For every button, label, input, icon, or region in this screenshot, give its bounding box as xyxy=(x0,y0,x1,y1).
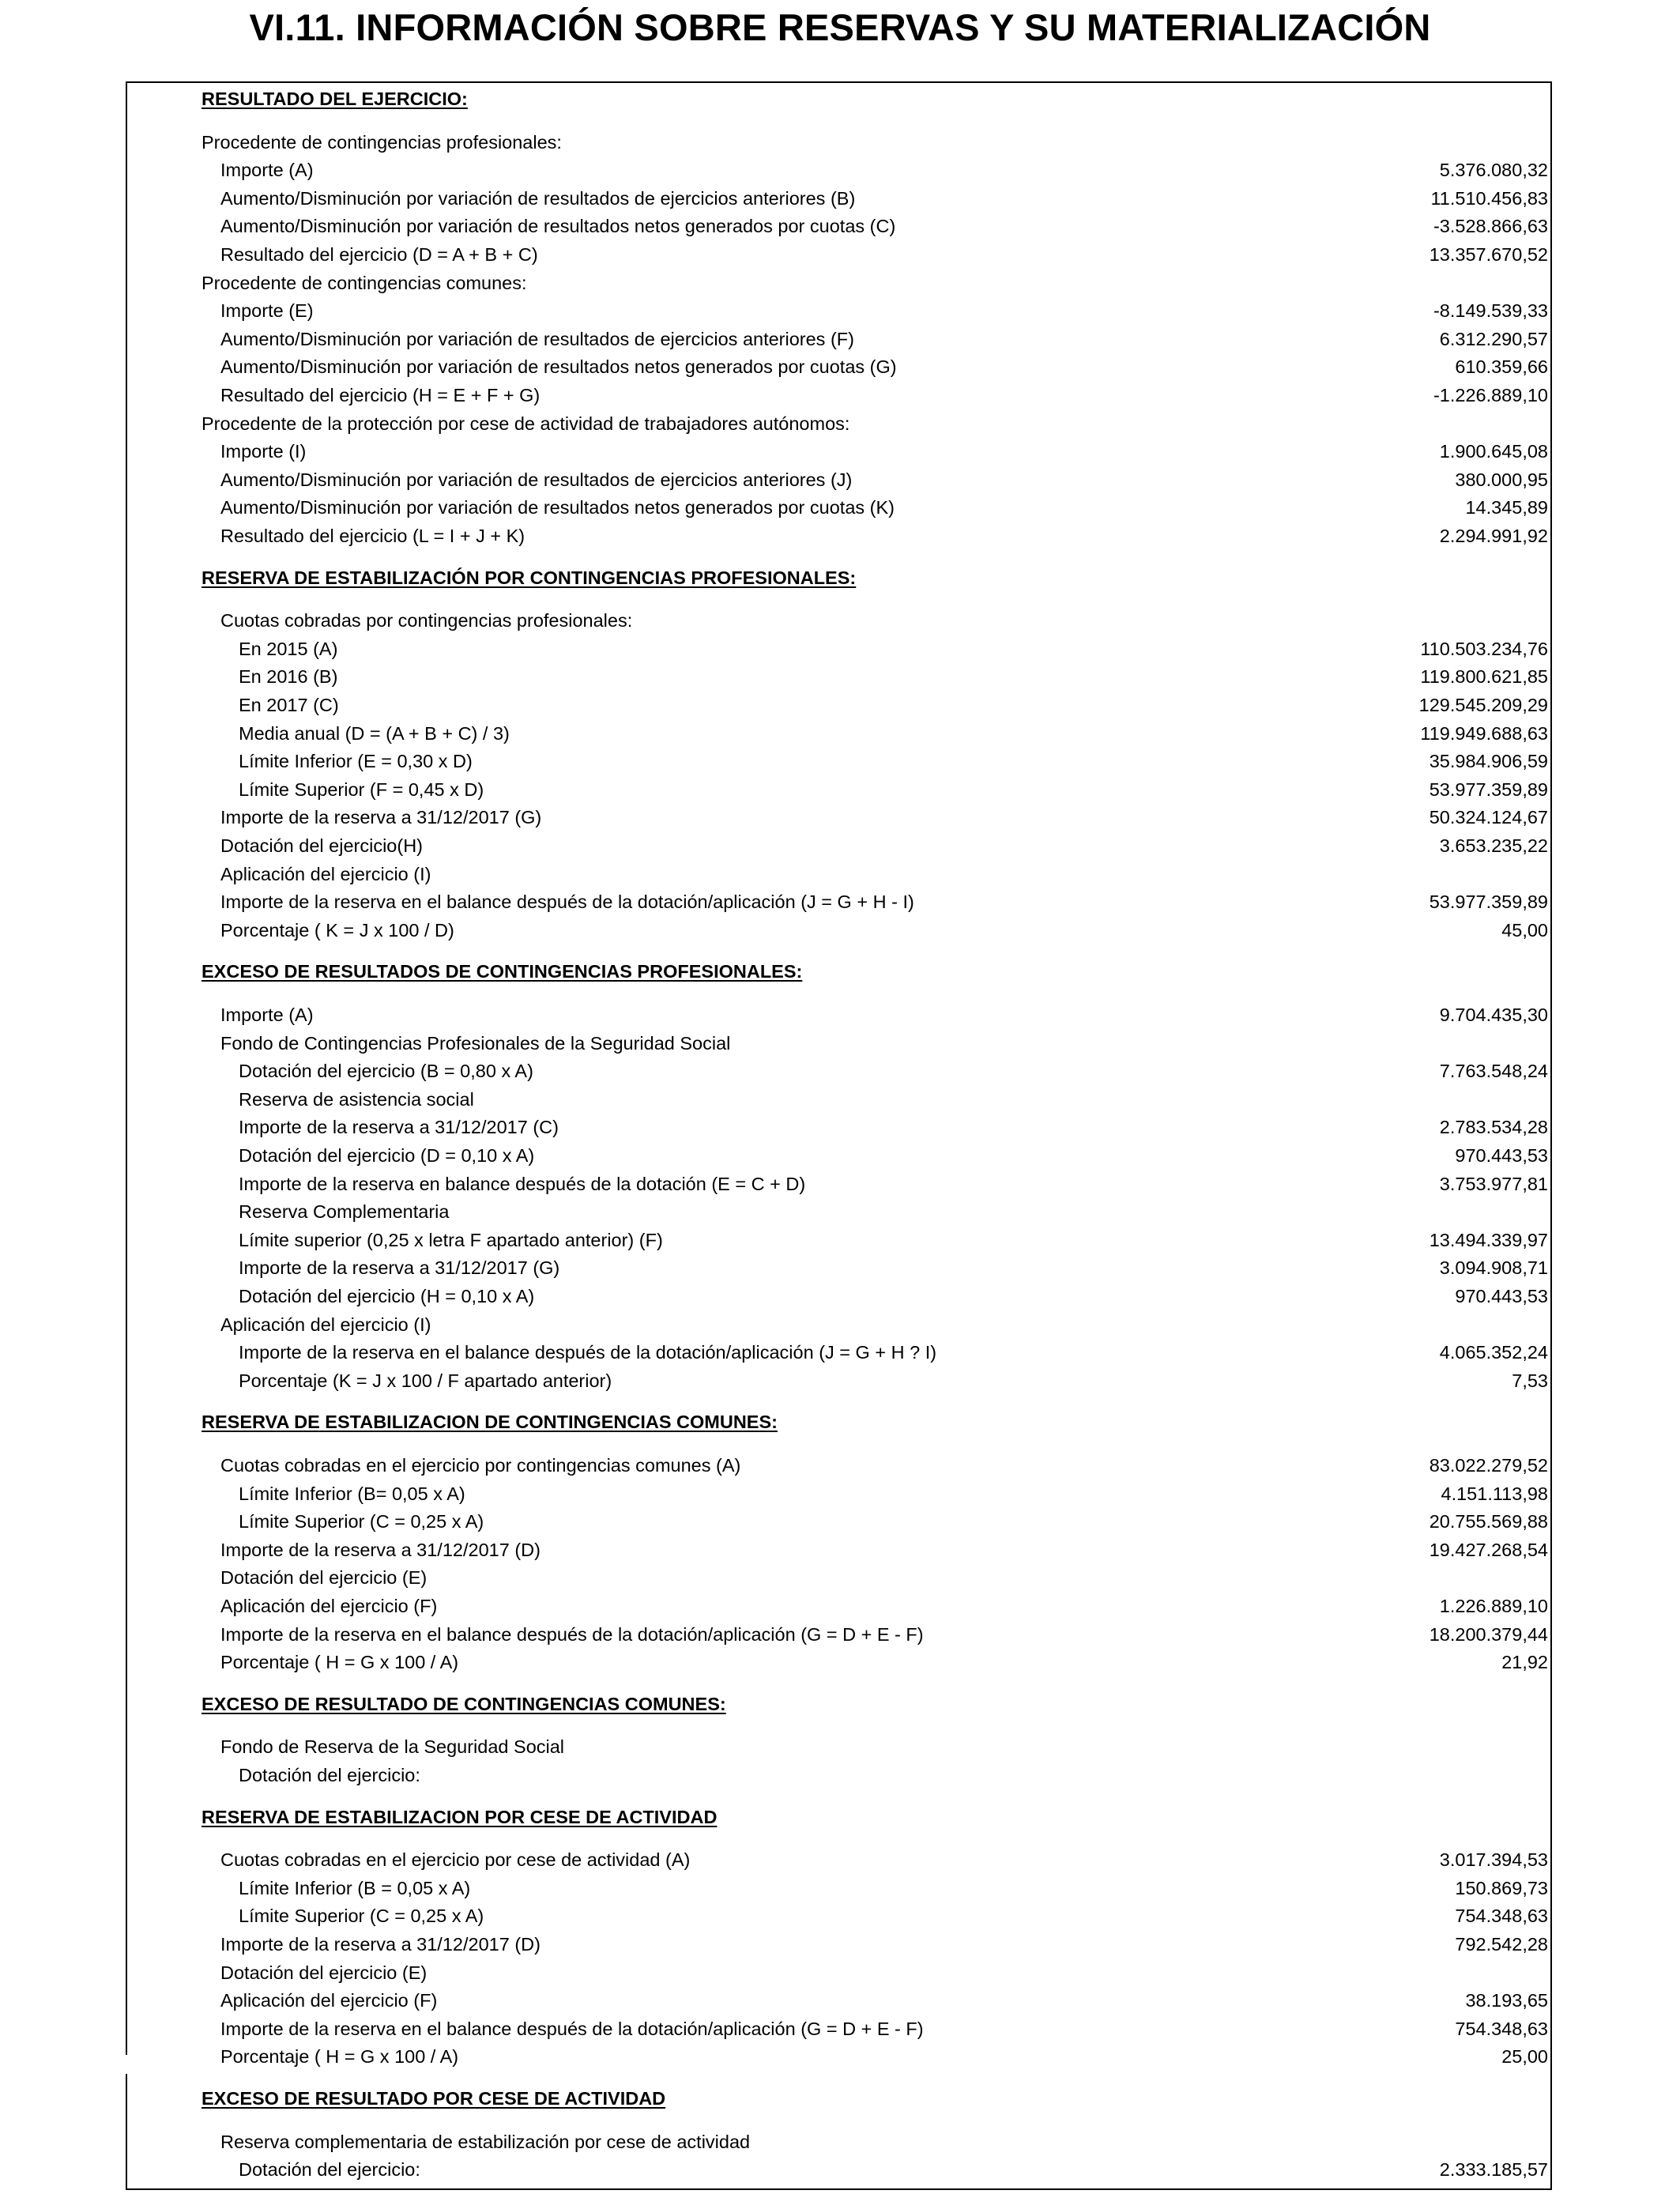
row-value: 7,53 xyxy=(1512,1370,1548,1391)
row-label: Importe de la reserva en el balance después de la dotación/aplicación (J = G + H - I) xyxy=(220,892,914,913)
row-value: 7.763.548,24 xyxy=(1439,1061,1548,1082)
report-row xyxy=(0,776,1680,805)
report-row xyxy=(0,129,1680,157)
report-row xyxy=(0,748,1680,776)
row-value: 119.949.688,63 xyxy=(1420,722,1548,744)
row-value: 9.704.435,30 xyxy=(1439,1005,1548,1025)
report-row xyxy=(0,382,1680,410)
row-label: Límite Inferior (E = 0,30 x D) xyxy=(239,751,473,772)
report-row xyxy=(0,720,1680,748)
report-row xyxy=(0,832,1680,861)
section-header xyxy=(0,958,1680,986)
section-header xyxy=(0,564,1680,593)
row-value: 4.065.352,24 xyxy=(1439,1342,1548,1363)
row-label: Cuotas cobradas por contingencias profesionales: xyxy=(220,610,633,631)
row-value: 53.977.359,89 xyxy=(1429,778,1548,800)
row-label: Procedente de contingencias profesionales: xyxy=(202,131,562,153)
row-label: Aplicación del ejercicio (I) xyxy=(220,863,431,884)
row-label: Fondo de Reserva de la Seguridad Social xyxy=(220,1736,565,1758)
row-label: Importe de la reserva en el balance después de la dotación/aplicación (G = D + E - F) xyxy=(220,1623,924,1645)
report-row xyxy=(0,494,1680,522)
report-row xyxy=(0,1593,1680,1621)
report-row xyxy=(0,1649,1680,1677)
row-label: Resultado del ejercicio (H = E + F + G) xyxy=(220,385,541,405)
row-value: 754.348,63 xyxy=(1455,1906,1548,1927)
row-value: 970.443,53 xyxy=(1455,1145,1548,1166)
section-header xyxy=(0,85,1680,114)
report-row xyxy=(0,1931,1680,1959)
report-row xyxy=(0,438,1680,466)
row-label: En 2017 (C) xyxy=(239,695,339,715)
row-value: 2.333.185,57 xyxy=(1439,2159,1548,2181)
report-row xyxy=(0,1987,1680,2015)
section-title: RESERVA DE ESTABILIZACIÓN POR CONTINGENCIAS PROFESIONALES: xyxy=(202,567,857,588)
row-label: Importe de la reserva en el balance después de la dotación/aplicación (G = D + E - F) xyxy=(220,2018,924,2039)
report-row xyxy=(0,522,1680,551)
report-row xyxy=(0,2156,1680,2185)
row-value: 970.443,53 xyxy=(1455,1286,1548,1306)
section-title: EXCESO DE RESULTADOS DE CONTINGENCIAS PROFESIONALES: xyxy=(202,961,803,982)
row-label: Importe de la reserva en balance después de la dotación (E = C + D) xyxy=(239,1173,806,1194)
row-label: Importe de la reserva a 31/12/2017 (G) xyxy=(220,807,542,828)
row-value: 13.357.670,52 xyxy=(1429,244,1548,265)
row-label: Aplicación del ejercicio (F) xyxy=(220,1990,438,2011)
row-label: Importe (I) xyxy=(220,441,307,462)
report-row xyxy=(0,607,1680,635)
row-label: Importe de la reserva a 31/12/2017 (D) xyxy=(220,1934,541,1955)
section-header xyxy=(0,1691,1680,1719)
report-row xyxy=(0,663,1680,692)
row-label: Importe (A) xyxy=(220,160,314,181)
row-label: Porcentaje ( K = J x 100 / D) xyxy=(220,919,454,941)
report-row xyxy=(0,326,1680,354)
row-value: 11.510.456,83 xyxy=(1430,187,1548,209)
report-row xyxy=(0,1057,1680,1086)
row-label: Procedente de contingencias comunes: xyxy=(202,272,527,293)
row-label: Cuotas cobradas en el ejercicio por contingencias comunes (A) xyxy=(220,1455,741,1476)
section-header xyxy=(0,1804,1680,1832)
row-label: Resultado del ejercicio (D = A + B + C) xyxy=(220,244,538,265)
row-value: 792.542,28 xyxy=(1455,1934,1548,1955)
report-row xyxy=(0,353,1680,382)
row-label: Reserva complementaria de estabilización por cese de actividad xyxy=(220,2131,751,2152)
section-header xyxy=(0,2085,1680,2113)
row-label: Fondo de Contingencias Profesionales de la Seguridad Social xyxy=(220,1032,731,1054)
row-value: 5.376.080,32 xyxy=(1439,160,1548,181)
report-row xyxy=(0,1227,1680,1255)
row-value: 25,00 xyxy=(1501,2046,1548,2068)
report-row xyxy=(0,1171,1680,1199)
row-label: Aumento/Disminución por variación de resultados netos generados por cuotas (C) xyxy=(220,216,896,237)
report-row xyxy=(0,1142,1680,1171)
row-label: Aumento/Disminución por variación de resultados netos generados por cuotas (K) xyxy=(220,497,895,518)
row-value: 119.800.621,85 xyxy=(1420,666,1548,688)
row-label: Aumento/Disminución por variación de resultados de ejercicios anteriores (F) xyxy=(220,328,854,349)
row-label: Aumento/Disminución por variación de resultados netos generados por cuotas (G) xyxy=(220,356,897,378)
row-label: Resultado del ejercicio (L = I + J + K) xyxy=(220,526,525,546)
row-value: 2.294.991,92 xyxy=(1439,526,1548,546)
row-label: Importe de la reserva a 31/12/2017 (C) xyxy=(239,1117,559,1138)
report-row xyxy=(0,466,1680,495)
row-label: Aumento/Disminución por variación de resultados de ejercicios anteriores (B) xyxy=(220,187,856,209)
report-row xyxy=(0,1254,1680,1283)
row-label: Límite superior (0,25 x letra F apartado anterior) (F) xyxy=(239,1229,663,1250)
report-row xyxy=(0,1114,1680,1142)
row-label: Porcentaje ( H = G x 100 / A) xyxy=(220,1652,459,1673)
row-value: 129.545.209,29 xyxy=(1418,695,1548,715)
section-title: RESULTADO DEL EJERCICIO: xyxy=(202,89,468,109)
row-value: 3.017.394,53 xyxy=(1439,1849,1548,1871)
report-row xyxy=(0,1283,1680,1311)
row-value: 38.193,65 xyxy=(1465,1990,1548,2011)
page-title: VI.11. INFORMACIÓN SOBRE RESERVAS Y SU MATERIALIZACIÓN xyxy=(249,6,1431,48)
report-row xyxy=(0,1508,1680,1536)
report-row xyxy=(0,1733,1680,1762)
row-label: Dotación del ejercicio (B = 0,80 x A) xyxy=(239,1061,533,1082)
report-row xyxy=(0,1480,1680,1509)
report-row xyxy=(0,1030,1680,1058)
row-label: Importe (A) xyxy=(220,1005,314,1025)
row-value: 1.900.645,08 xyxy=(1439,441,1548,462)
report-row xyxy=(0,1452,1680,1480)
report-row xyxy=(0,861,1680,889)
report-row xyxy=(0,1086,1680,1114)
report-row xyxy=(0,410,1680,439)
row-label: Límite Superior (C = 0,25 x A) xyxy=(239,1511,484,1532)
row-value: 3.094.908,71 xyxy=(1439,1257,1548,1279)
row-value: 50.324.124,67 xyxy=(1429,807,1548,828)
row-value: 2.783.534,28 xyxy=(1439,1117,1548,1138)
row-label: Límite Inferior (B = 0,05 x A) xyxy=(239,1877,471,1898)
report-row xyxy=(0,1902,1680,1931)
row-label: Importe (E) xyxy=(220,300,314,322)
row-value: 150.869,73 xyxy=(1455,1877,1548,1898)
report-row xyxy=(0,635,1680,664)
row-label: En 2016 (B) xyxy=(239,666,338,688)
report-row xyxy=(0,156,1680,185)
row-label: En 2015 (A) xyxy=(239,638,338,659)
row-label: Media anual (D = (A + B + C) / 3) xyxy=(239,722,510,744)
report-row xyxy=(0,1536,1680,1565)
row-value: 35.984.906,59 xyxy=(1429,751,1548,772)
report-row xyxy=(0,297,1680,326)
section-header xyxy=(0,1408,1680,1437)
report-row xyxy=(0,1001,1680,1030)
report-row xyxy=(0,1621,1680,1649)
row-label: Dotación del ejercicio (H = 0,10 x A) xyxy=(239,1286,535,1306)
row-value: 14.345,89 xyxy=(1465,497,1548,518)
row-label: Importe de la reserva a 31/12/2017 (G) xyxy=(239,1257,560,1279)
row-value: -8.149.539,33 xyxy=(1433,300,1548,322)
row-label: Aplicación del ejercicio (F) xyxy=(220,1596,438,1616)
row-value: 754.348,63 xyxy=(1455,2018,1548,2039)
row-value: 19.427.268,54 xyxy=(1429,1539,1548,1560)
row-label: Procedente de la protección por cese de actividad de trabajadores autónomos: xyxy=(202,413,850,434)
row-value: 13.494.339,97 xyxy=(1429,1229,1548,1250)
row-value: 83.022.279,52 xyxy=(1429,1455,1548,1476)
section-title: EXCESO DE RESULTADO POR CESE DE ACTIVIDAD xyxy=(202,2088,666,2109)
report-row xyxy=(0,804,1680,832)
row-value: 380.000,95 xyxy=(1455,469,1548,490)
row-value: 1.226.889,10 xyxy=(1439,1596,1548,1616)
row-label: Aplicación del ejercicio (I) xyxy=(220,1314,431,1335)
row-value: 18.200.379,44 xyxy=(1429,1623,1548,1645)
row-value: 20.755.569,88 xyxy=(1429,1511,1548,1532)
row-value: 45,00 xyxy=(1501,919,1548,941)
report-row xyxy=(0,888,1680,917)
report-row xyxy=(0,1875,1680,1903)
report-row xyxy=(0,1198,1680,1227)
report-row xyxy=(0,2128,1680,2157)
report-row xyxy=(0,1959,1680,1988)
row-value: 53.977.359,89 xyxy=(1429,892,1548,913)
section-title: RESERVA DE ESTABILIZACION POR CESE DE ACTIVIDAD xyxy=(202,1806,718,1827)
row-label: Aumento/Disminución por variación de resultados de ejercicios anteriores (J) xyxy=(220,469,853,490)
report-row xyxy=(0,185,1680,213)
report-row xyxy=(0,692,1680,720)
row-label: Importe de la reserva a 31/12/2017 (D) xyxy=(220,1539,541,1560)
section-title: RESERVA DE ESTABILIZACION DE CONTINGENCIAS COMUNES: xyxy=(202,1412,778,1433)
report-row xyxy=(0,2015,1680,2044)
row-value: 110.503.234,76 xyxy=(1420,638,1548,659)
row-label: Dotación del ejercicio (E) xyxy=(220,1567,428,1589)
row-label: Dotación del ejercicio: xyxy=(239,2159,420,2181)
row-value: -3.528.866,63 xyxy=(1433,216,1548,237)
report-row xyxy=(0,241,1680,270)
report-row xyxy=(0,917,1680,945)
report-row xyxy=(0,270,1680,298)
report-row xyxy=(0,1564,1680,1593)
row-label: Límite Inferior (B= 0,05 x A) xyxy=(239,1483,465,1504)
row-value: 3.653.235,22 xyxy=(1439,835,1548,856)
row-value: 3.753.977,81 xyxy=(1439,1173,1548,1194)
row-label: Cuotas cobradas en el ejercicio por cese de actividad (A) xyxy=(220,1849,691,1871)
row-value: 21,92 xyxy=(1501,1652,1548,1673)
row-label: Porcentaje ( H = G x 100 / A) xyxy=(220,2046,459,2068)
report-row xyxy=(0,1762,1680,1790)
report-row xyxy=(0,1367,1680,1396)
row-value: 4.151.113,98 xyxy=(1441,1483,1548,1504)
report-row xyxy=(0,213,1680,241)
report-row xyxy=(0,1846,1680,1875)
row-label: Límite Superior (C = 0,25 x A) xyxy=(239,1906,484,1927)
row-label: Reserva de asistencia social xyxy=(239,1088,474,1110)
report-row xyxy=(0,2043,1680,2071)
row-value: -1.226.889,10 xyxy=(1433,385,1548,405)
section-title: EXCESO DE RESULTADO DE CONTINGENCIAS COMUNES: xyxy=(202,1693,726,1714)
row-label: Dotación del ejercicio(H) xyxy=(220,835,423,856)
row-label: Porcentaje (K = J x 100 / F apartado anterior) xyxy=(239,1370,612,1391)
report-row xyxy=(0,1339,1680,1367)
row-label: Dotación del ejercicio (E) xyxy=(220,1962,428,1983)
row-label: Dotación del ejercicio (D = 0,10 x A) xyxy=(239,1145,535,1166)
row-value: 6.312.290,57 xyxy=(1439,328,1548,349)
row-label: Reserva Complementaria xyxy=(239,1201,450,1223)
row-label: Importe de la reserva en el balance después de la dotación/aplicación (J = G + H ? I) xyxy=(239,1342,937,1363)
row-label: Límite Superior (F = 0,45 x D) xyxy=(239,778,484,800)
row-value: 610.359,66 xyxy=(1455,356,1548,378)
report-row xyxy=(0,1311,1680,1340)
row-label: Dotación del ejercicio: xyxy=(239,1765,420,1785)
